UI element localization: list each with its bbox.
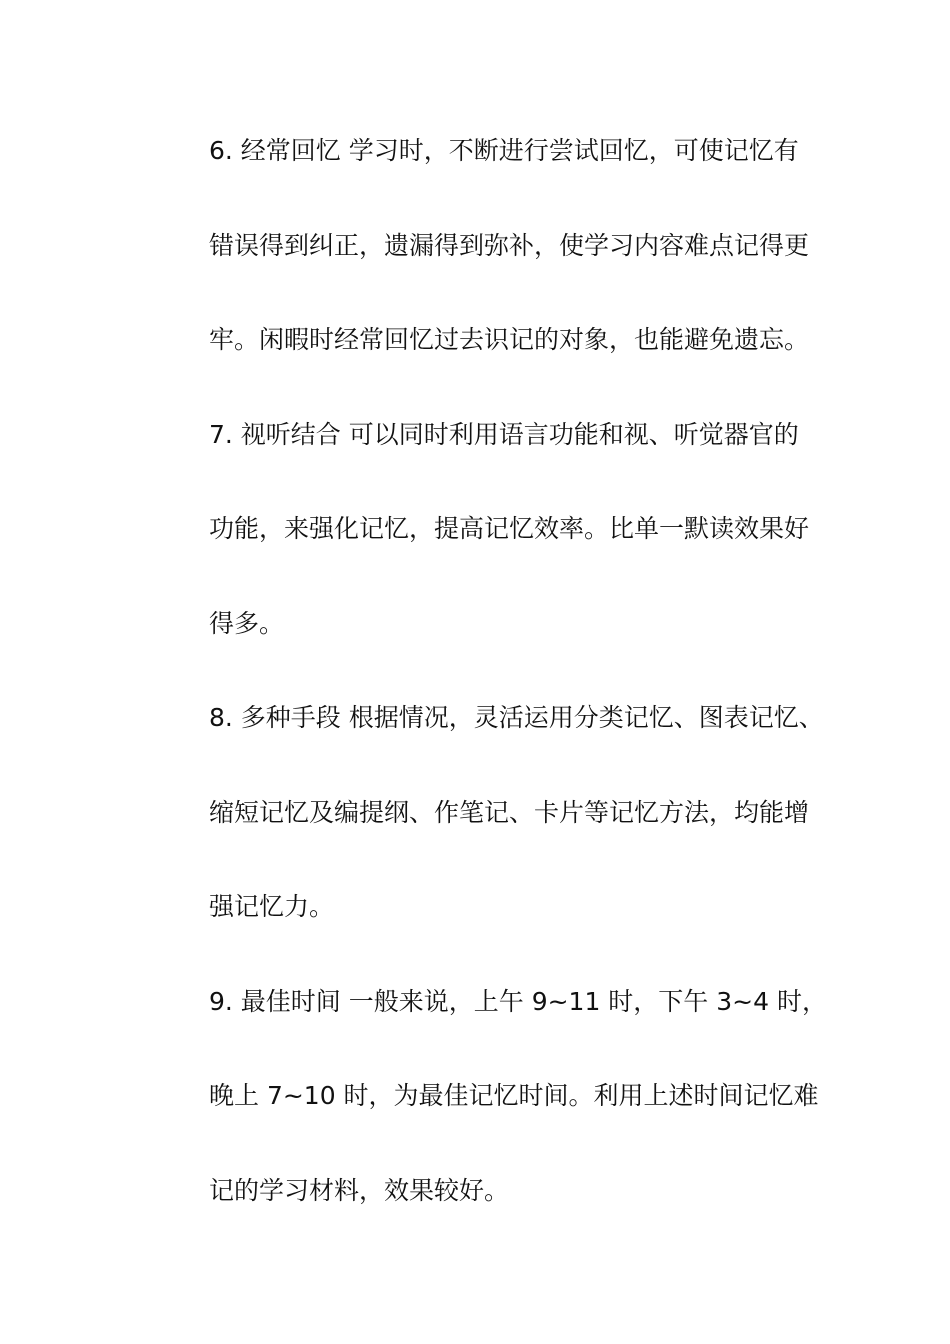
text-line: 8. 多种手段 根据情况，灵活运用分类记忆、图表记忆、: [209, 703, 824, 732]
text-line: 缩短记忆及编提纲、作笔记、卡片等记忆方法，均能增: [209, 797, 810, 827]
text-line: 得多。: [209, 608, 285, 638]
text-line: 强记忆力。: [209, 892, 335, 921]
document-body: [209, 128, 827, 1262]
text-line: 6. 经常回忆 学习时，不断进行尝试回忆，可使记忆有: [209, 136, 799, 165]
text-line: 9. 最佳时间 一般来说，上午 9~11 时，下午 3~4 时，: [209, 986, 827, 1016]
text-line: 记的学习材料，效果较好。: [209, 1175, 510, 1205]
text-line: 牢。闲暇时经常回忆过去识记的对象，也能避免遗忘。: [209, 325, 810, 354]
text-line: 7. 视听结合 可以同时利用语言功能和视、听觉器官的: [209, 419, 799, 449]
text-line: 晚上 7~10 时，为最佳记忆时间。利用上述时间记忆难: [209, 1081, 819, 1110]
text-line: 功能，来强化记忆，提高记忆效率。比单一默读效果好: [209, 514, 810, 543]
text-line: 错误得到纠正，遗漏得到弥补，使学习内容难点记得更: [209, 230, 810, 260]
